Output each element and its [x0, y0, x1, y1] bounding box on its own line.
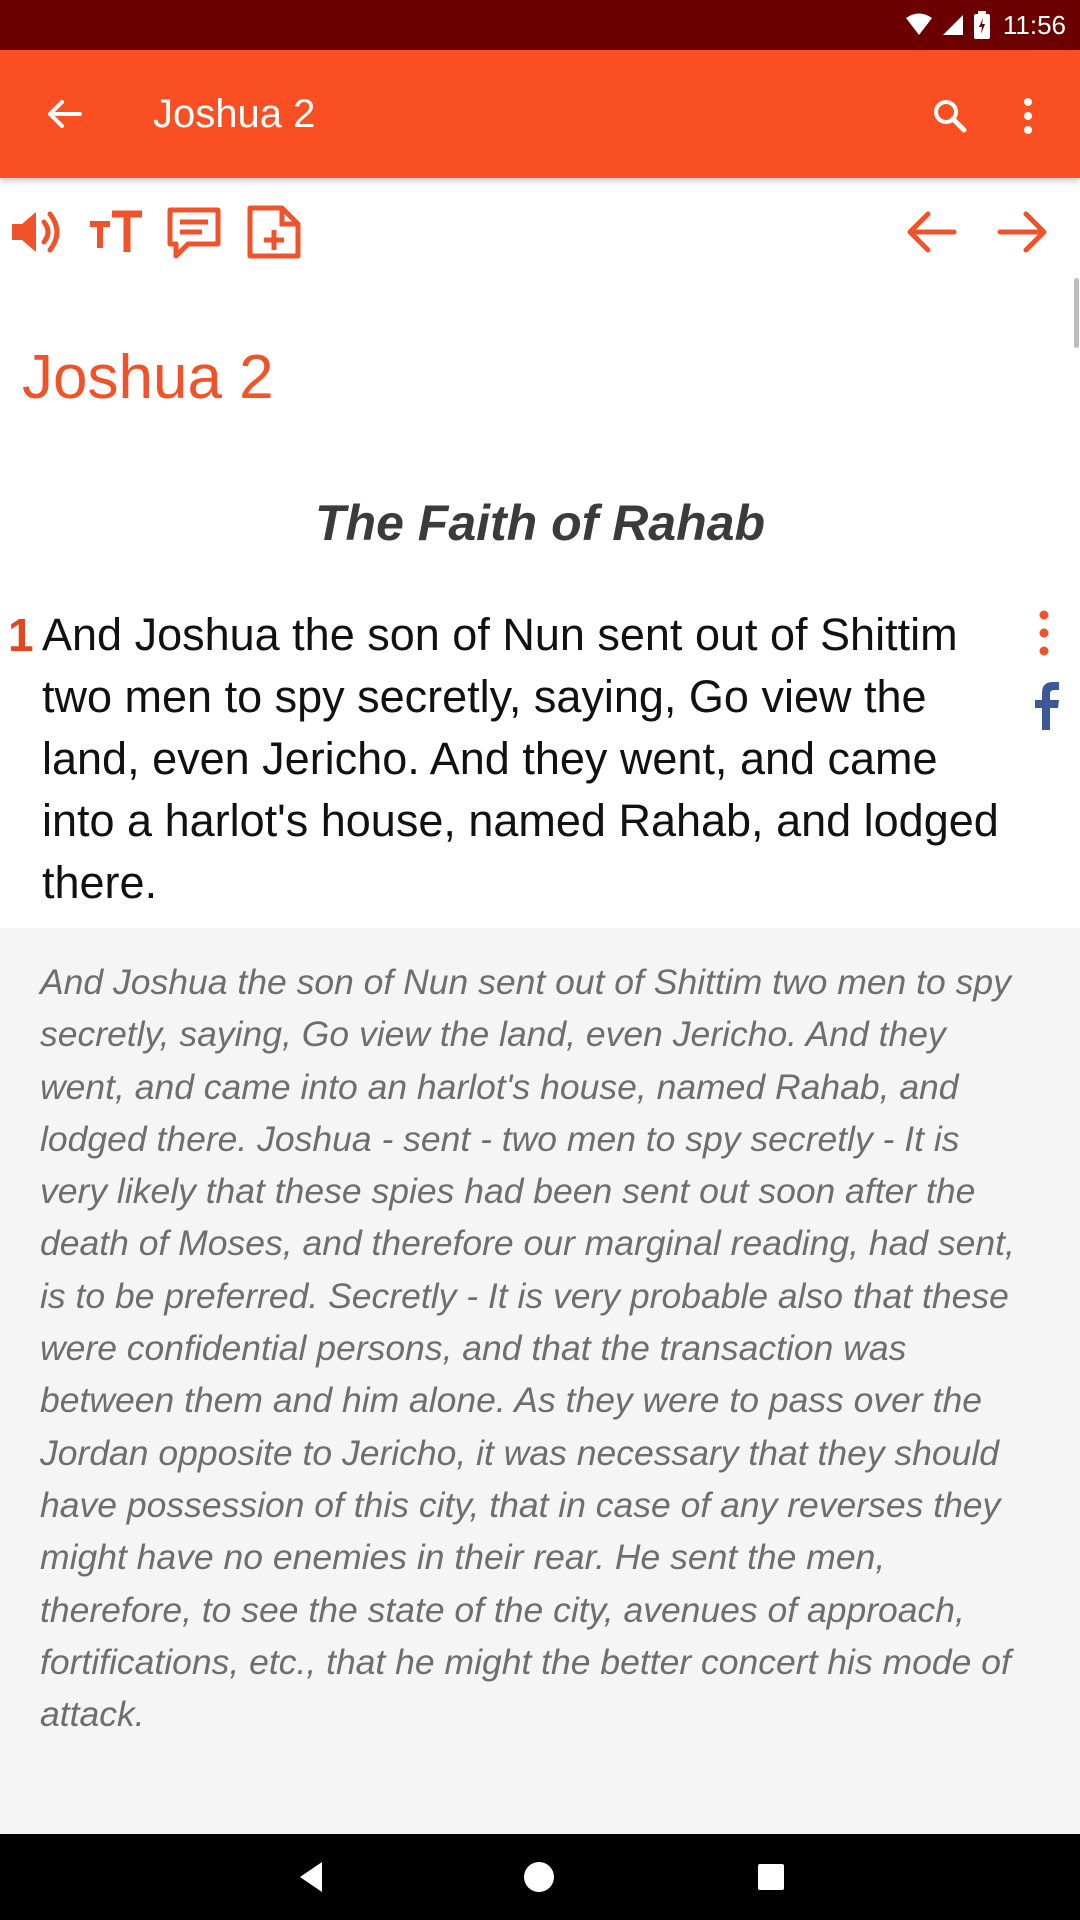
verse-text[interactable]: And Joshua the son of Nun sent out of Shittim two men to spy secretly, saying, Go view the land, even Jericho. And they went, and came into a harlot's house, named Rahab, and lodged there. [42, 609, 999, 908]
add-note-icon[interactable] [242, 200, 306, 264]
back-arrow-icon[interactable] [36, 86, 92, 142]
cell-signal-icon [941, 13, 965, 37]
status-time: 11:56 [1002, 10, 1066, 40]
scroll-indicator[interactable] [1074, 278, 1079, 348]
nav-home-icon[interactable] [518, 1856, 560, 1898]
navigation-bar [0, 1834, 1080, 1920]
search-icon[interactable] [924, 90, 976, 142]
status-bar [0, 0, 1080, 50]
chapter-heading: Joshua 2 [22, 343, 274, 412]
arrow-left-icon[interactable] [900, 200, 964, 264]
text-size-icon[interactable] [86, 200, 150, 264]
speaker-icon[interactable] [6, 200, 70, 264]
section-heading: The Faith of Rahab [315, 495, 765, 551]
more-vert-icon[interactable] [1004, 90, 1052, 142]
commentary-text: And Joshua the son of Nun sent out of Shittim two men to spy secretly, saying, Go view the land, even Jericho. And they went, and came into an harlot's house, named Rahab, and lodged there. Joshua - sent - two men to spy secretly - It is very likely that these spies had been sent out soon after the death of Moses, and therefore our marginal reading, had sent, is to be preferred. Secretly - It is very probable also that these were confidential persons, and that the transaction was between them and him alone. As they were to pass over the Jordan opposite to Jericho, it was necessary that they should have possession of this city, that in case of any reverses they might have no enemies in their rear. He sent the men, therefore, to see the state of the city, avenues of approach, fortifications, etc., that he might the better concert his mode of attack. [40, 962, 1015, 1735]
battery-icon [973, 11, 991, 39]
app-title: Joshua 2 [153, 92, 316, 136]
nav-back-icon[interactable] [290, 1856, 332, 1898]
verse-number: 1 [8, 609, 34, 661]
nav-recents-icon[interactable] [752, 1858, 790, 1896]
app-bar [0, 50, 1080, 178]
commentary-panel [0, 928, 1080, 1834]
arrow-right-icon[interactable] [990, 200, 1054, 264]
comment-icon[interactable] [162, 200, 226, 264]
facebook-icon[interactable] [1030, 678, 1062, 734]
verse-more-vert-icon[interactable] [1028, 606, 1060, 662]
wifi-icon [905, 13, 933, 37]
